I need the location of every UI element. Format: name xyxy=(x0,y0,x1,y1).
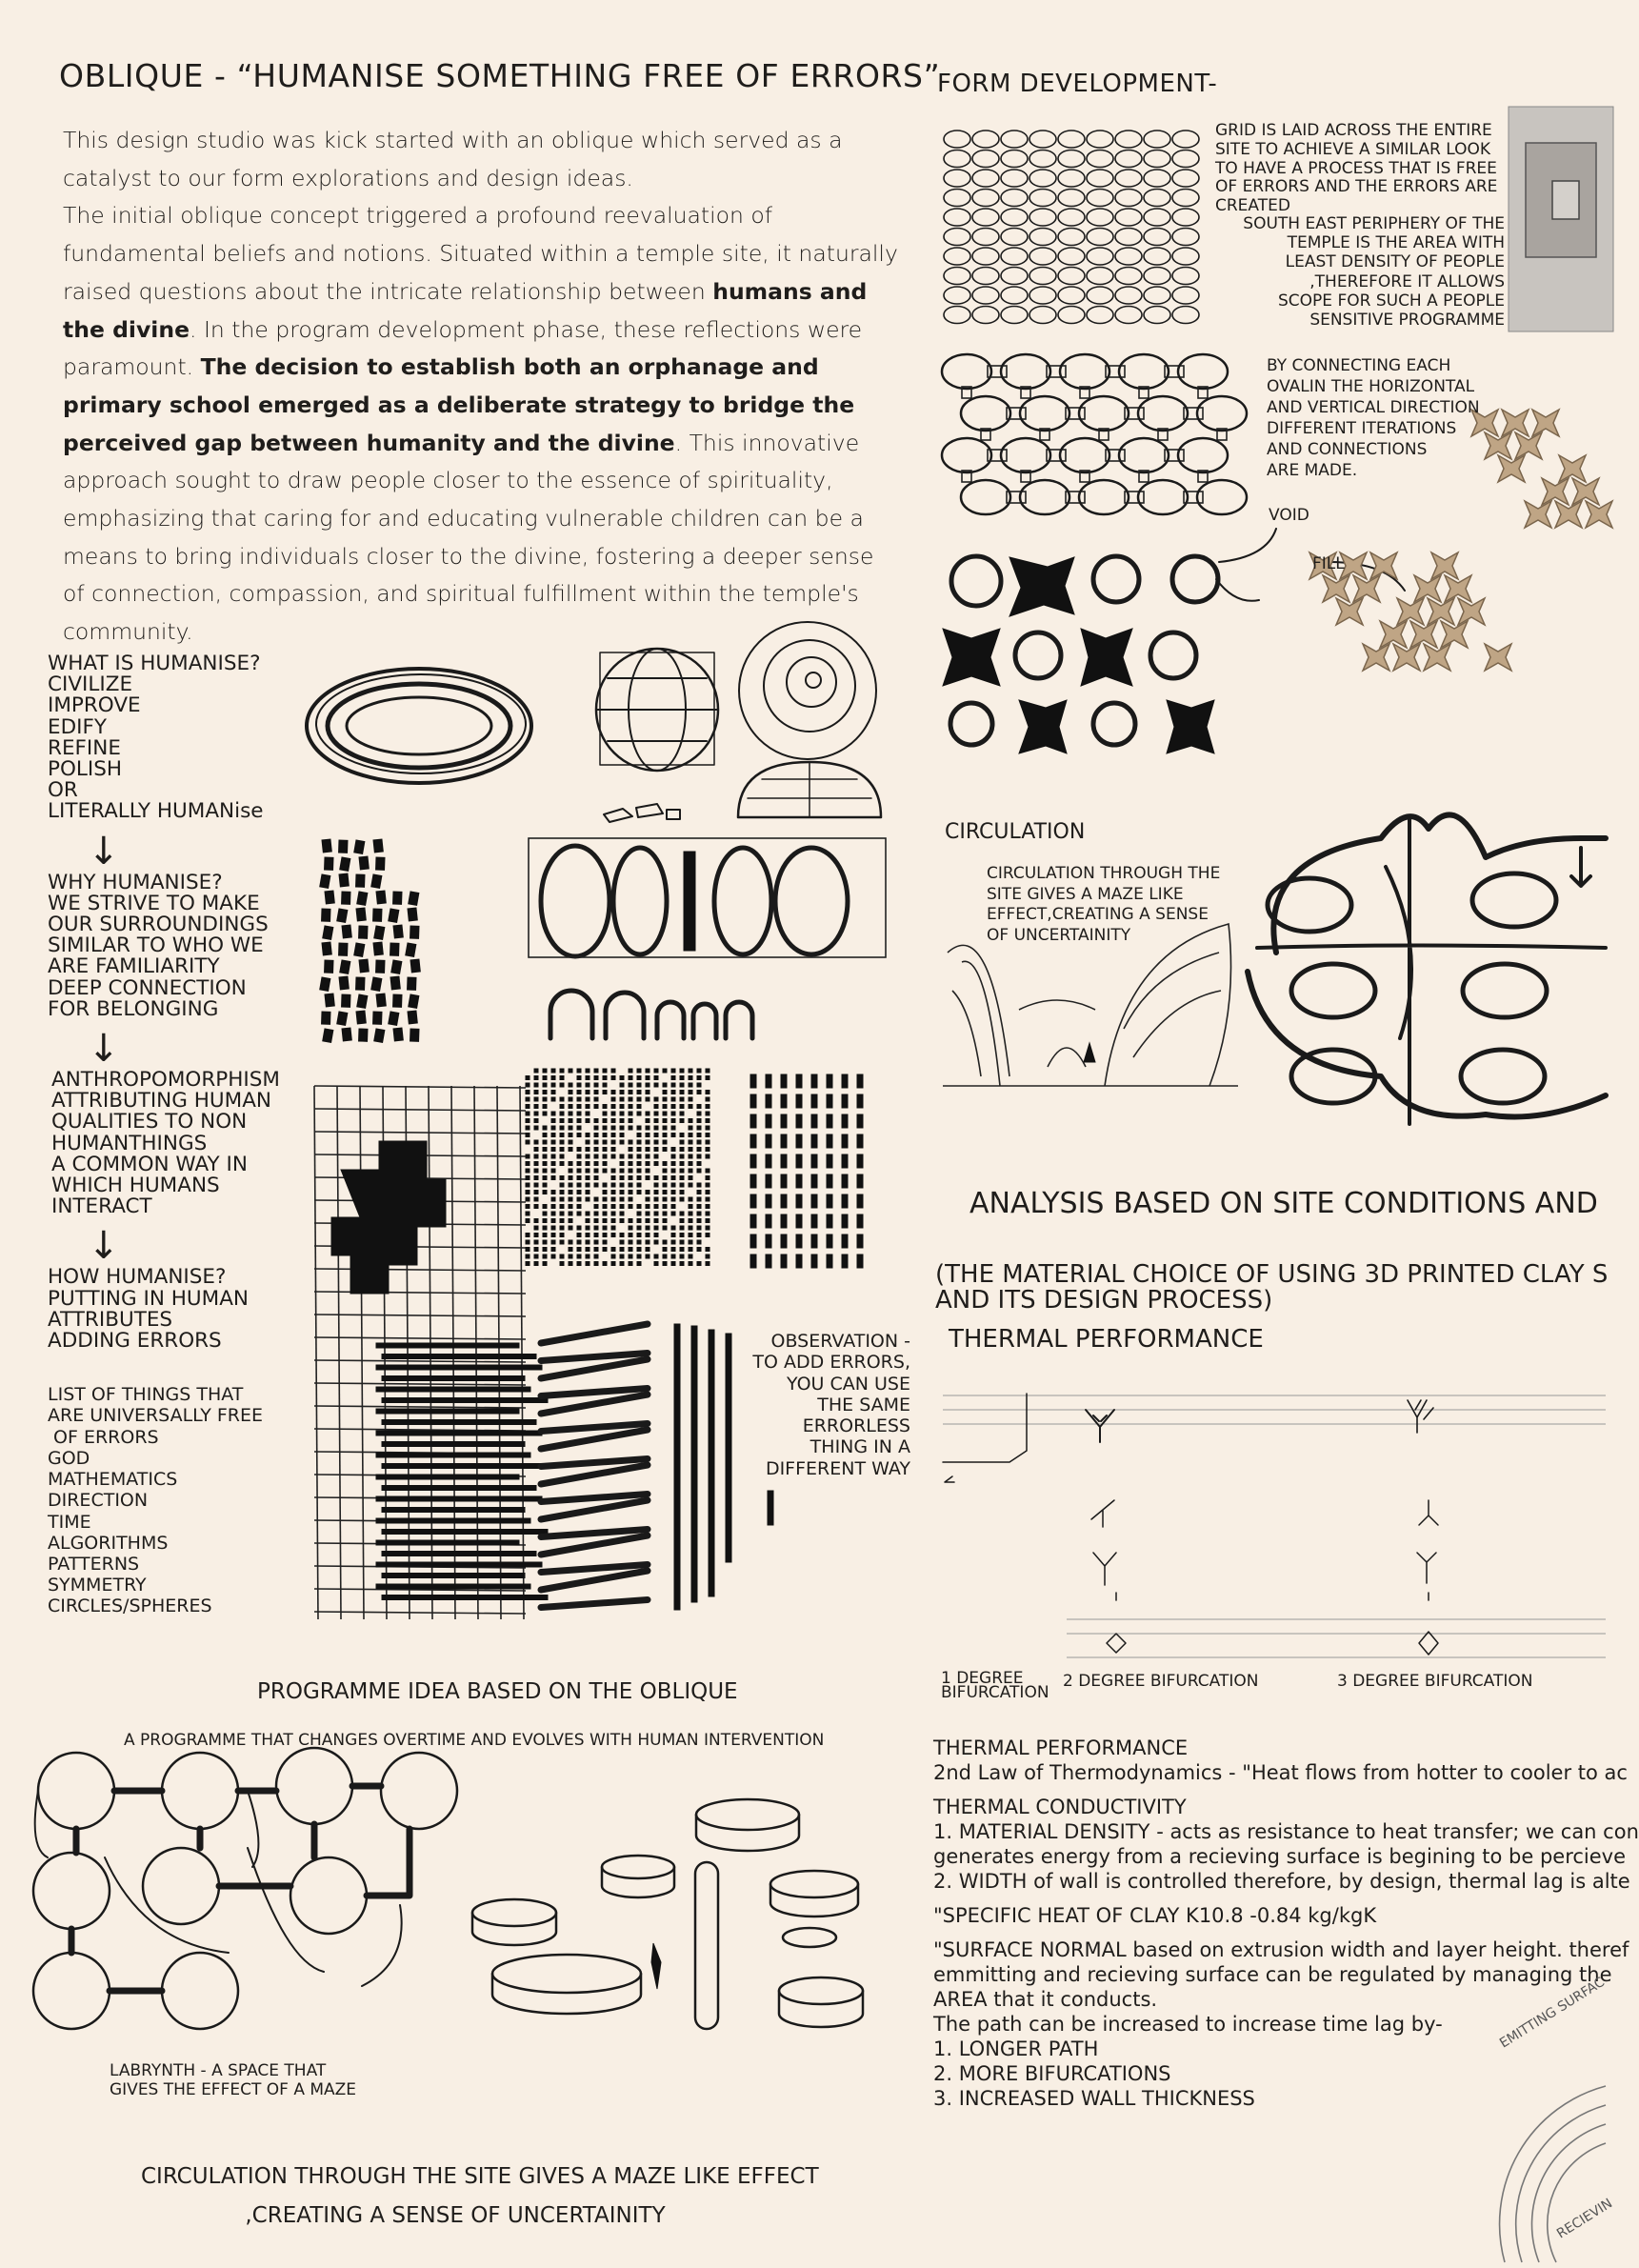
labyrinth-diagram xyxy=(33,1748,457,2029)
thermal-l9: The path can be increased to increase time lag by- xyxy=(933,2013,1443,2036)
observation-note-line: THE SAME xyxy=(817,1394,910,1415)
spiral-sketch xyxy=(739,622,876,759)
south-east-note-line: SENSITIVE PROGRAMME xyxy=(1309,311,1505,331)
labyrinth-caption xyxy=(110,2061,356,2099)
south-east-note-line: SCOPE FOR SUCH A PEOPLE xyxy=(1278,291,1505,311)
circulation-note-line: CIRCULATION THROUGH THE xyxy=(987,864,1221,883)
list-free-of-errors-line: GOD xyxy=(48,1447,90,1469)
intro-p1: This design studio was kick started with an oblique which served as a catalyst to our form explorations and design ideas. xyxy=(63,127,843,191)
circulation-caption-line: CIRCULATION THROUGH THE SITE GIVES A MAZE LIKE EFFECT xyxy=(141,2164,819,2189)
small-stones-sketch xyxy=(604,804,680,822)
thermal-l2: 1. MATERIAL DENSITY - acts as resistance to heat transfer; we can con xyxy=(933,1820,1639,1843)
observation-note-line: DIFFERENT WAY xyxy=(765,1457,910,1479)
list-how-line: HOW HUMANISE? xyxy=(48,1265,227,1290)
list-what-line: EDIFY xyxy=(48,714,107,739)
intro-p2e: . This innovative approach sought to draw people closer to the essence of spirituality, emphasizing that caring for and educating vulnerable children can be a means to bring individuals closer to the divine, fostering a deeper sense of connection, compassion, and spiritual fulfillment within the temple's community. xyxy=(63,429,874,646)
connection-note-line: AND CONNECTIONS xyxy=(1267,440,1428,459)
list-what-line: REFINE xyxy=(48,735,121,760)
list-free-of-errors-line: ARE UNIVERSALLY FREE xyxy=(48,1405,264,1427)
thermal-h2: THERMAL CONDUCTIVITY xyxy=(933,1796,1187,1818)
list-why-line: WE STRIVE TO MAKE xyxy=(48,891,260,915)
thermal-l11: 2. MORE BIFURCATIONS xyxy=(933,2062,1171,2085)
grid-note-line: GRID IS LAID ACROSS THE ENTIRE xyxy=(1215,121,1492,140)
thermal-l4: 2. WIDTH of wall is controlled therefore, by design, thermal lag is alte xyxy=(933,1870,1630,1893)
dash-column-sketch xyxy=(750,1074,863,1268)
circulation-caption xyxy=(141,2158,819,2236)
emitting-surface-label: EMITTING SURFAC xyxy=(1497,1974,1608,2052)
down-arrow-icon: ↓ xyxy=(88,829,120,873)
list-what-line: WHAT IS HUMANISE? xyxy=(48,652,261,675)
bifurcation-3-label: 3 DEGREE BIFURCATION xyxy=(1337,1672,1533,1691)
material-note-line: (THE MATERIAL CHOICE OF USING 3D PRINTED CLAY S xyxy=(935,1260,1609,1289)
south-east-note-line: TEMPLE IS THE AREA WITH xyxy=(1287,233,1505,253)
bifurcation-1-label-line: 1 DEGREE xyxy=(941,1669,1024,1688)
oval-grid-diagram xyxy=(944,130,1199,324)
programme-title: PROGRAMME IDEA BASED ON THE OBLIQUE xyxy=(257,1679,738,1704)
grid-note-line: CREATED xyxy=(1215,196,1290,216)
circulation-caption-line: ,CREATING A SENSE OF UNCERTAINITY xyxy=(245,2203,666,2228)
circulation-maze-sketch xyxy=(1248,814,1606,1124)
list-what-line: CIVILIZE xyxy=(48,672,133,697)
connection-note-line: DIFFERENT ITERATIONS xyxy=(1267,419,1457,438)
bifurcation-1-label xyxy=(941,1669,1049,1702)
connected-ovals-diagram xyxy=(942,354,1247,514)
thermal-h1: THERMAL PERFORMANCE xyxy=(933,1736,1189,1759)
list-free-of-errors-line: TIME xyxy=(48,1511,91,1533)
thermal-l10: 1. LONGER PATH xyxy=(933,2037,1099,2060)
list-anthro-line: ATTRIBUTING HUMAN xyxy=(51,1089,271,1114)
down-arrow-icon: ↓ xyxy=(88,1224,120,1269)
surface-arcs-diagram xyxy=(1500,2086,1606,2262)
down-arrow-icon: ↓ xyxy=(88,1027,120,1072)
observation-note-line: TO ADD ERRORS, xyxy=(752,1352,910,1374)
intro-p2c: . In the program development phase, these reflections were paramount. xyxy=(63,315,863,381)
bifurcation-diagram xyxy=(943,1394,1606,1657)
list-anthro-line: A COMMON WAY IN xyxy=(51,1152,248,1176)
void-label: VOID xyxy=(1269,506,1309,525)
observation-note-line: THING IN A xyxy=(810,1436,910,1458)
oval-row-sketch xyxy=(529,838,886,957)
bifurcation-2-label: 2 DEGREE BIFURCATION xyxy=(1063,1672,1259,1691)
grid-note-line: SITE TO ACHIEVE A SIMILAR LOOK xyxy=(1215,139,1491,159)
dot-pattern-sketch xyxy=(526,1069,710,1266)
thermal-l6: "SURFACE NORMAL based on extrusion width and layer height. theref xyxy=(933,1938,1629,1961)
list-why-line: WHY HUMANISE? xyxy=(48,870,223,894)
connection-note-line: ARE MADE. xyxy=(1267,461,1358,480)
list-how-line: ATTRIBUTES xyxy=(48,1307,173,1332)
list-what-line: POLISH xyxy=(48,757,123,782)
list-free-of-errors-line: SYMMETRY xyxy=(48,1575,147,1596)
list-anthro-line: WHICH HUMANS xyxy=(51,1174,220,1198)
form-development-title: FORM DEVELOPMENT- xyxy=(937,70,1218,98)
list-free-of-errors-line: OF ERRORS xyxy=(48,1426,159,1448)
list-why-line: DEEP CONNECTION xyxy=(48,975,247,1000)
grid-note-line: OF ERRORS AND THE ERRORS ARE xyxy=(1215,177,1498,197)
analysis-title: ANALYSIS BASED ON SITE CONDITIONS AND xyxy=(969,1187,1598,1220)
grid-note-line: TO HAVE A PROCESS THAT IS FREE xyxy=(1215,158,1497,178)
list-free-of-errors-line: LIST OF THINGS THAT xyxy=(48,1384,244,1406)
receiving-surface-label: RECIEVIN xyxy=(1554,2196,1616,2242)
connection-note-line: OVALIN THE HORIZONTAL xyxy=(1267,377,1475,396)
circulation-note-line: OF UNCERTAINITY xyxy=(987,925,1131,945)
observation-note xyxy=(743,1331,910,1479)
stone-pieces-sketch xyxy=(472,1799,863,2029)
list-free-of-errors-line: CIRCLES/SPHERES xyxy=(48,1596,212,1617)
thermal-l8: AREA that it conducts. xyxy=(933,1988,1158,2011)
fill-label: FILL xyxy=(1312,554,1345,573)
diagonal-stripes-sketch xyxy=(541,1324,648,1608)
intro-p2b: humans and the divine xyxy=(63,277,868,343)
list-why-line: ARE FAMILIARITY xyxy=(48,954,220,979)
arch-row-sketch xyxy=(550,991,752,1038)
thermal-performance-title: THERMAL PERFORMANCE xyxy=(949,1325,1264,1354)
observation-note-line: YOU CAN USE xyxy=(787,1373,910,1395)
circulation-title: CIRCULATION xyxy=(945,820,1086,844)
thermal-l3: generates energy from a recieving surface is begining to be percieve xyxy=(933,1845,1627,1868)
intro-p2d: The decision to establish both an orphanage and primary school emerged as a deliberate strategy to bridge the perceived gap between humanity and the divine xyxy=(63,353,855,456)
list-anthro-line: QUALITIES TO NON xyxy=(51,1110,248,1134)
thermal-l1: 2nd Law of Thermodynamics - "Heat flows from hotter to cooler to ac xyxy=(933,1761,1628,1784)
list-why-line: OUR SURROUNDINGS xyxy=(48,913,269,937)
grid-note xyxy=(1215,122,1497,216)
globe-sketch xyxy=(596,649,718,771)
circulation-note-line: SITE GIVES A MAZE LIKE xyxy=(987,884,1184,904)
observation-note-line: OBSERVATION - xyxy=(770,1331,910,1352)
bifurcation-1-label-line: BIFURCATION xyxy=(941,1683,1049,1702)
connection-note-line: BY CONNECTING EACH xyxy=(1267,356,1451,375)
intro-p2a: The initial oblique concept triggered a profound reevaluation of fundamental beliefs and notions. Situated within a temple site, it naturally raised questions about the intricate relationship between xyxy=(63,202,898,305)
thermal-l7: emmitting and recieving surface can be regulated by managing the xyxy=(933,1963,1612,1986)
south-east-note xyxy=(1238,214,1505,330)
circulation-note xyxy=(987,864,1244,946)
page-title: OBLIQUE - “HUMANISE SOMETHING FREE OF ERRORS” xyxy=(59,57,941,94)
material-note xyxy=(935,1262,1608,1314)
circulation-note-line: EFFECT,CREATING A SENSE xyxy=(987,905,1209,924)
connection-note-line: AND VERTICAL DIRECTION xyxy=(1267,398,1480,417)
thermal-l12: 3. INCREASED WALL THICKNESS xyxy=(933,2087,1255,2110)
list-anthro-line: ANTHROPOMORPHISM xyxy=(51,1068,280,1093)
list-why-line: SIMILAR TO WHO WE xyxy=(48,933,264,958)
scribble-ellipse-sketch xyxy=(307,669,531,783)
list-why-line: FOR BELONGING xyxy=(48,996,219,1021)
south-east-note-line: LEAST DENSITY OF PEOPLE xyxy=(1285,252,1505,272)
list-anthro-line: INTERACT xyxy=(51,1194,152,1219)
list-what-line: IMPROVE xyxy=(48,693,141,718)
programme-subtitle: A PROGRAMME THAT CHANGES OVERTIME AND EVOLVES WITH HUMAN INTERVENTION xyxy=(124,1731,825,1750)
thermal-text xyxy=(933,1736,1639,2111)
material-note-line: AND ITS DESIGN PROCESS) xyxy=(935,1286,1273,1315)
list-free-of-errors-line: MATHEMATICS xyxy=(48,1469,178,1491)
south-east-note-line: ,THEREFORE IT ALLOWS xyxy=(1309,271,1505,291)
list-anthro-line: HUMANTHINGS xyxy=(51,1131,208,1155)
list-free-of-errors-line: DIRECTION xyxy=(48,1490,149,1512)
dash-pattern-sketch xyxy=(320,839,421,1042)
perspective-sketch xyxy=(943,924,1238,1086)
list-what-line: LITERALLY HUMANise xyxy=(48,799,264,824)
south-east-note-line: SOUTH EAST PERIPHERY OF THE xyxy=(1243,214,1505,233)
list-how-line: ADDING ERRORS xyxy=(48,1329,222,1354)
list-what-line: OR xyxy=(48,778,78,803)
list-free-of-errors-line: PATTERNS xyxy=(48,1553,140,1575)
connection-note xyxy=(1267,355,1495,481)
labyrinth-caption-line: LABRYNTH - A SPACE THAT xyxy=(110,2061,327,2080)
thermal-l5: "SPECIFIC HEAT OF CLAY K10.8 -0.84 kg/kgK xyxy=(933,1904,1377,1927)
dome-sketch xyxy=(738,762,881,817)
observation-note-line: ERRORLESS xyxy=(802,1415,910,1437)
labyrinth-caption-line: GIVES THE EFFECT OF A MAZE xyxy=(110,2080,357,2099)
list-how-line: PUTTING IN HUMAN xyxy=(48,1286,250,1311)
list-free-of-errors-line: ALGORITHMS xyxy=(48,1532,169,1554)
